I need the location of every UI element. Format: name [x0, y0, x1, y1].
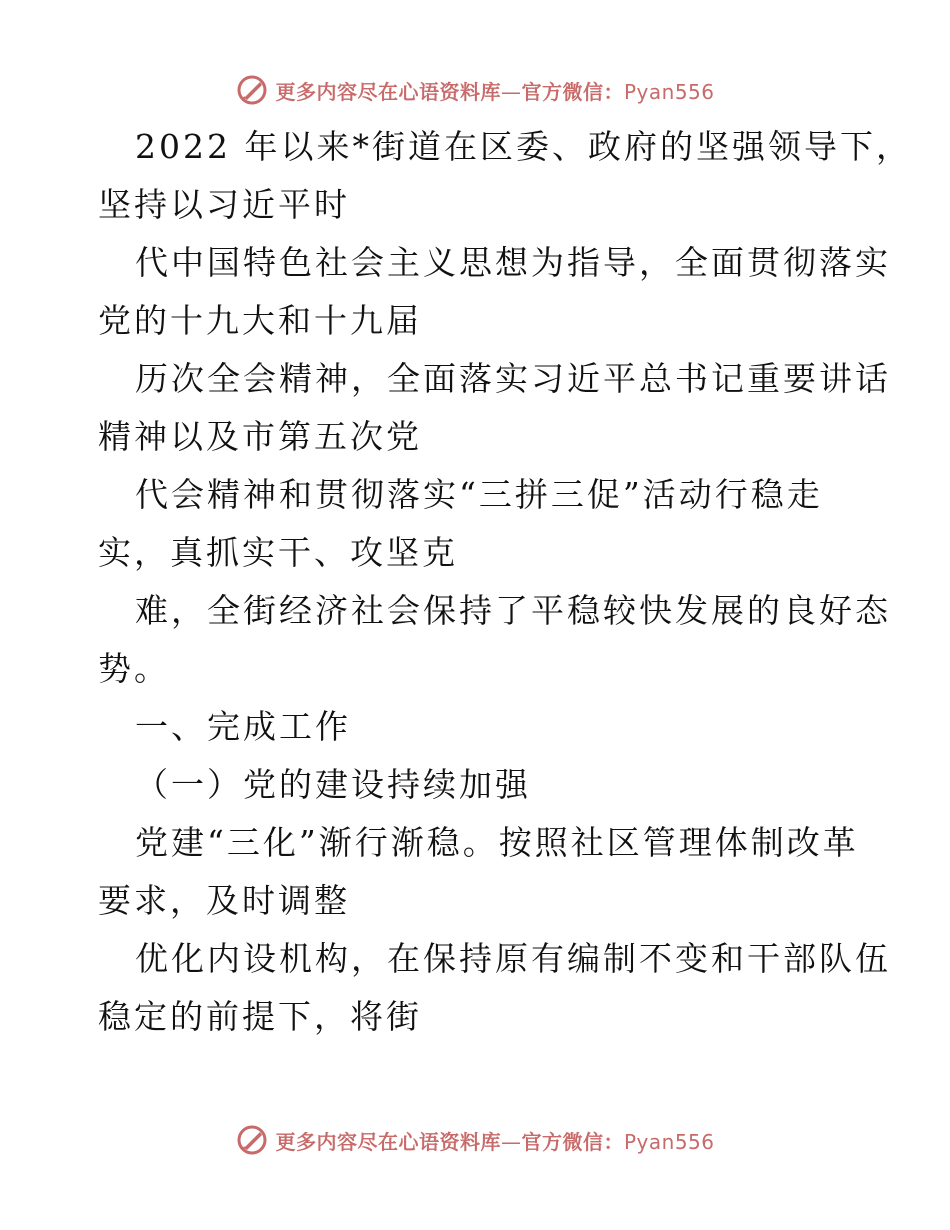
watermark-wechat-label: 官方微信： — [521, 79, 624, 104]
text-line: 要求，及时调整 — [98, 881, 350, 920]
text-line: 党的十九大和十九届 — [98, 301, 422, 340]
watermark-text — [275, 76, 714, 105]
text-line: 党建“三化”渐行渐稳。按照社区管理体制改革 — [135, 823, 859, 862]
watermark-main-text: 更多内容尽在心语资料库 — [275, 79, 501, 104]
watermark-wechat-id: Pyan556 — [623, 1129, 715, 1154]
watermark-separator: — — [500, 1129, 522, 1154]
text-line: 难，全街经济社会保持了平稳较快发展的良好态 — [135, 591, 891, 630]
text-line: 一、完成工作 — [135, 707, 351, 746]
text-line: 代中国特色社会主义思想为指导，全面贯彻落实 — [135, 243, 891, 282]
text-line: 稳定的前提下，将街 — [98, 997, 422, 1036]
watermark-header — [0, 70, 950, 110]
text-line: 精神以及市第五次党 — [98, 417, 422, 456]
quill-logo-icon — [235, 1123, 269, 1157]
text-line: 历次全会精神，全面落实习近平总书记重要讲话 — [135, 359, 891, 398]
watermark-text — [275, 1126, 714, 1155]
watermark-main-text: 更多内容尽在心语资料库 — [275, 1129, 501, 1154]
text-line: 2022 年以来*街道在区委、政府的坚强领导下， — [135, 127, 912, 166]
text-line: 势。 — [98, 649, 170, 688]
text-line: （一）党的建设持续加强 — [135, 765, 531, 804]
text-line: 代会精神和贯彻落实“三拼三促”活动行稳走 — [135, 475, 823, 514]
watermark-wechat-id: Pyan556 — [623, 79, 715, 104]
watermark-wechat-label: 官方微信： — [521, 1129, 624, 1154]
quill-logo-icon — [235, 73, 269, 107]
text-line: 坚持以习近平时 — [98, 185, 350, 224]
watermark-separator: — — [500, 79, 522, 104]
text-line: 优化内设机构，在保持原有编制不变和干部队伍 — [135, 939, 891, 978]
text-line: 实，真抓实干、攻坚克 — [98, 533, 458, 572]
watermark-footer — [0, 1120, 950, 1160]
document-body — [98, 118, 912, 1046]
